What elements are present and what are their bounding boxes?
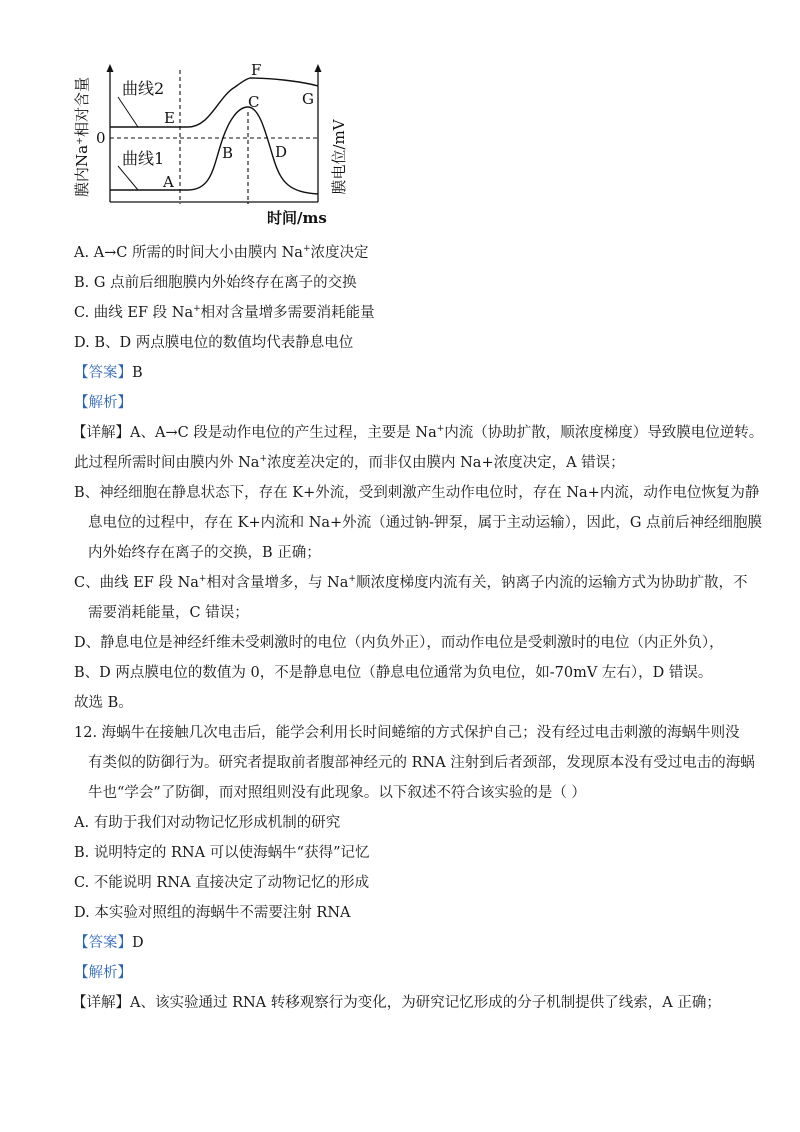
q11-conclusion: 故选 B。 [74, 695, 133, 711]
x-axis-label: 时间/ms [267, 209, 327, 227]
left-axis-arrow [107, 64, 114, 72]
curve-1-leader [118, 166, 138, 190]
answer-tag: 【答案】 [74, 935, 132, 951]
document-body [74, 238, 764, 1018]
point-label-b: B [222, 144, 234, 162]
curve-1-label: 曲线1 [122, 149, 165, 168]
q11-answer: 【答案】B [74, 365, 143, 381]
q11-detail-line-1: 【详解】A、A→C 段是动作电位的产生过程，主要是 Na+内流（协助扩散，顺浓度梯度）导致膜电位逆转。 [72, 424, 764, 441]
q11-detail-line-4: 息电位的过程中，存在 K+内流和 Na+外流（通过钠-钾泵，属于主动运输），因此，G 点前后神经细胞膜 [88, 515, 763, 531]
q11-detail-line-7: 需要消耗能量，C 错误； [88, 605, 249, 621]
y-left-axis-label: 膜内Na⁺相对含量 [73, 77, 91, 197]
q11-detail-line-8: D、静息电位是神经纤维未受刺激时的电位（内负外正），而动作电位是受刺激时的电位（内正外负）， [74, 635, 724, 651]
q12-stem-line-1: 12. 海蜗牛在接触几次电击后，能学会利用长时间蜷缩的方式保护自己；没有经过电击刺激的海蜗牛则没 [74, 725, 740, 741]
membrane-potential-figure [60, 52, 360, 232]
q12-stem-line-3: 牛也“学会”了防御，而对照组则没有此现象。以下叙述不符合该实验的是（ ） [88, 785, 586, 801]
q12-answer: 【答案】D [74, 935, 144, 951]
q11-detail-line-6: C、曲线 EF 段 Na+相对含量增多，与 Na+顺浓度梯度内流有关，钠离子内流的运输方式为协助扩散，不 [74, 574, 748, 591]
q11-option-c: C. 曲线 EF 段 Na+相对含量增多需要消耗能量 [74, 304, 375, 321]
point-label-g: G [302, 90, 314, 108]
q11-option-a: A. A→C 所需的时间大小由膜内 Na+浓度决定 [74, 244, 369, 261]
point-label-c: C [248, 93, 260, 111]
analysis-tag: 【解析】 [74, 965, 132, 981]
q12-option-d: D. 本实验对照组的海蜗牛不需要注射 RNA [74, 905, 351, 921]
right-axis-arrow [315, 64, 322, 72]
q12-stem-line-2: 有类似的防御行为。研究者提取前者腹部神经元的 RNA 注射到后者颈部，发现原本没有受过电击的海蜗 [88, 755, 755, 771]
zero-tick-label: 0 [96, 129, 106, 147]
q11-detail-line-3: B、神经细胞在静息状态下，存在 K+外流，受到刺激产生动作电位时，存在 Na+内流，动作电位恢复为静 [74, 485, 760, 501]
q11-option-b: B. G 点前后细胞膜内外始终存在离子的交换 [74, 275, 357, 291]
q12-detail-line-1: 【详解】A、该实验通过 RNA 转移观察行为变化，为研究记忆形成的分子机制提供了线索，A 正确； [72, 995, 721, 1011]
q11-detail-line-2: 此过程所需时间由膜内外 Na+浓度差决定的，而非仅由膜内 Na+浓度决定，A 错误； [74, 454, 625, 471]
q11-analysis-heading [74, 388, 764, 418]
point-label-e: E [164, 109, 175, 127]
q12-analysis-heading [74, 958, 764, 988]
q11-option-d: D. B、D 两点膜电位的数值均代表静息电位 [74, 335, 354, 351]
q12-option-c: C. 不能说明 RNA 直接决定了动物记忆的形成 [74, 875, 370, 891]
point-label-a: A [163, 173, 174, 191]
analysis-tag: 【解析】 [74, 395, 132, 411]
y-right-axis-label: 膜电位/mV [330, 119, 348, 195]
point-label-f: F [251, 61, 262, 79]
curve-2-label: 曲线2 [122, 79, 165, 98]
answer-tag: 【答案】 [74, 365, 132, 381]
q12-option-a: A. 有助于我们对动物记忆形成机制的研究 [74, 815, 341, 831]
q11-detail-line-9: B、D 两点膜电位的数值为 0，不是静息电位（静息电位通常为负电位，如-70mV 左右），D 错误。 [74, 665, 713, 681]
curve-2-leader [118, 97, 138, 127]
point-label-d: D [275, 143, 288, 161]
q12-option-b: B. 说明特定的 RNA 可以使海蜗牛“获得”记忆 [74, 845, 370, 861]
q11-detail-line-5: 内外始终存在离子的交换，B 正确； [88, 545, 321, 561]
